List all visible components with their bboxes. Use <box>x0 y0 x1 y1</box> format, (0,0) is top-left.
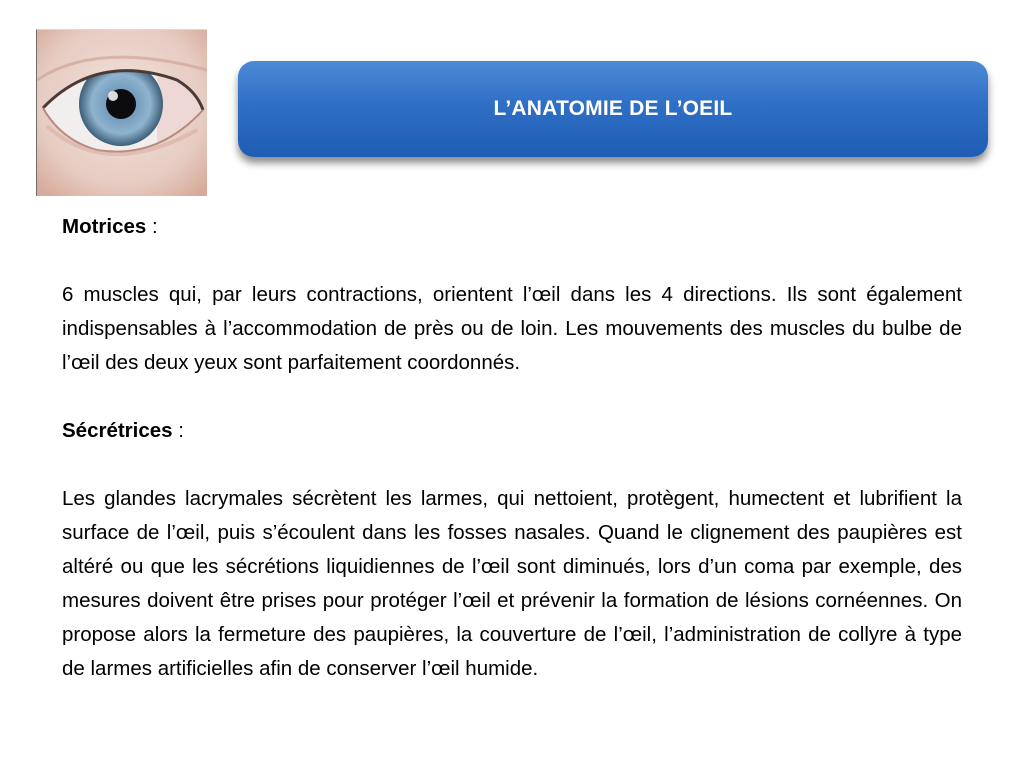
section-heading-suffix: : <box>172 419 184 442</box>
section-heading-label: Sécrétrices <box>62 419 173 442</box>
section-text-secretrices: Les glandes lacrymales sécrètent les larmes, qui nettoient, protègent, humectent et lubrifient la surface de l’œil, puis s’écoulent dans les fosses nasales. Quand le clignement des paupières est altéré ou que les sécrétions liquidiennes de l’œil sont diminués, lors d’un coma par exemple, des mesures doivent être prises pour protéger l’œil et prévenir la formation de lésions cornéennes. On propose alors la fermeture des paupières, la couverture de l’œil, l’administration de collyre à type de larmes artificielles afin de conserver l’œil humide. <box>62 487 962 680</box>
title-banner <box>238 61 988 157</box>
section-heading-motrices <box>62 210 962 244</box>
eye-photo <box>36 29 207 196</box>
eye-icon <box>37 30 207 196</box>
page-title: L’ANATOMIE DE L’OEIL <box>493 97 733 120</box>
content-body <box>62 210 962 720</box>
section-heading-label: Motrices <box>62 215 147 238</box>
section-text-motrices: 6 muscles qui, par leurs contractions, orientent l’œil dans les 4 directions. Ils sont également indispensables à l’accommodation de près ou de loin. Les mouvements des muscles du bulbe de l’œil des deux yeux sont parfaitement coordonnés. <box>62 283 962 374</box>
section-heading-secretrices <box>62 414 962 448</box>
section-heading-suffix: : <box>146 215 158 238</box>
